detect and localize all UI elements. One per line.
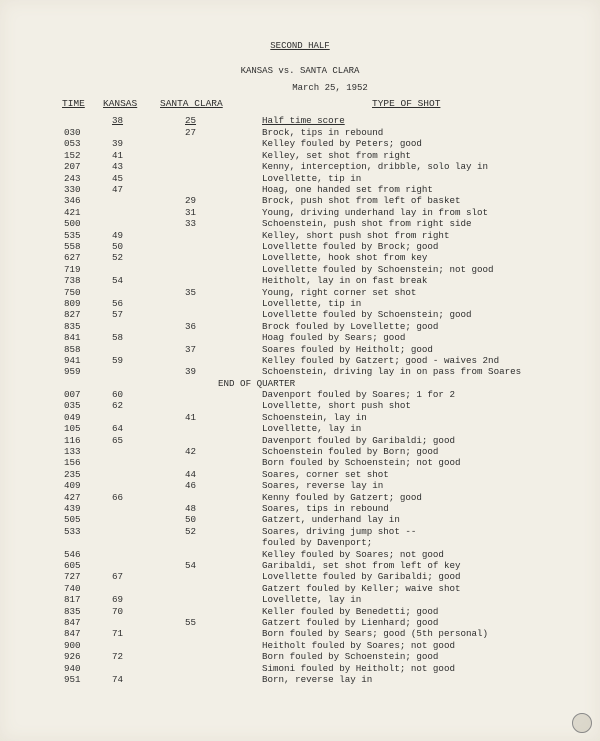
play-row — [0, 640, 600, 652]
play-time: 505 — [64, 514, 81, 526]
play-time: 719 — [64, 263, 81, 275]
play-time: 858 — [64, 343, 81, 355]
play-row — [0, 161, 600, 173]
play-description: Keller fouled by Benedetti; good — [262, 605, 439, 617]
play-row — [0, 457, 600, 469]
play-row — [0, 412, 600, 424]
play-time: 740 — [64, 582, 81, 594]
play-row — [0, 423, 600, 435]
play-time: 900 — [64, 639, 81, 651]
play-description: Lovellette, tip in — [262, 172, 362, 184]
play-row — [0, 275, 600, 287]
play-description: Young, driving underhand lay in from slot — [262, 206, 489, 218]
play-row — [0, 184, 600, 196]
play-time: 809 — [64, 298, 81, 309]
kansas-score: 71 — [112, 628, 124, 640]
play-row — [0, 469, 600, 481]
santa-clara-score: 50 — [185, 514, 197, 526]
play-time: 035 — [64, 400, 81, 412]
kansas-score: 65 — [112, 434, 124, 446]
santa-clara-score: 35 — [185, 286, 197, 298]
play-time: 558 — [64, 241, 81, 252]
play-time: 105 — [64, 423, 81, 435]
play-row — [0, 344, 600, 356]
play-row — [0, 150, 600, 162]
play-description: Heitholt fouled by Soares; not good — [262, 639, 455, 651]
kansas-score: 72 — [112, 651, 124, 663]
play-time: 330 — [64, 184, 81, 195]
santa-clara-score: 44 — [185, 468, 197, 480]
play-description: Soares, reverse lay in — [262, 480, 384, 492]
play-description: Davenport fouled by Garibaldi; good — [262, 434, 455, 446]
kansas-score: 58 — [112, 332, 124, 344]
play-time: 133 — [64, 446, 81, 457]
play-time: 926 — [64, 651, 81, 663]
play-time: 817 — [64, 594, 81, 606]
play-description: Schoenstein fouled by Born; good — [262, 446, 439, 457]
halftime-santa-clara-score: 25 — [185, 115, 197, 126]
play-description: Kelley, short push shot from right — [262, 229, 450, 241]
play-description: Lovellette, lay in — [262, 423, 362, 435]
play-description: Hoag, one handed set from right — [262, 184, 433, 195]
play-description: Gatzert fouled by Keller; waive shot — [262, 582, 461, 594]
column-header-type-of-shot: TYPE OF SHOT — [372, 98, 441, 109]
kansas-score: 64 — [112, 423, 124, 435]
play-description: Lovellette fouled by Schoenstein; good — [262, 309, 472, 321]
play-row — [0, 230, 600, 242]
play-time: 049 — [64, 411, 81, 423]
play-description: Kelley fouled by Gatzert; good - waives 2nd — [262, 355, 500, 366]
halftime-score-row — [0, 115, 600, 127]
play-time: 835 — [64, 605, 81, 617]
play-row — [0, 480, 600, 492]
play-time: 116 — [64, 434, 81, 446]
santa-clara-score: 46 — [185, 480, 197, 492]
play-row — [0, 264, 600, 276]
play-time: 941 — [64, 355, 81, 366]
play-time: 535 — [64, 229, 81, 241]
play-row — [0, 594, 600, 606]
play-row — [0, 526, 600, 538]
kansas-score: 49 — [112, 229, 124, 241]
play-row — [0, 628, 600, 640]
kansas-score: 50 — [112, 241, 124, 252]
santa-clara-score: 55 — [185, 617, 197, 628]
play-row — [0, 195, 600, 207]
play-row — [0, 492, 600, 504]
matchup-title: KANSAS vs. SANTA CLARA — [240, 66, 360, 76]
play-time: 156 — [64, 457, 81, 469]
halftime-kansas-score: 38 — [112, 115, 124, 126]
kansas-score: 45 — [112, 172, 124, 184]
play-description: Born fouled by Sears; good (5th personal) — [262, 628, 489, 640]
kansas-score: 59 — [112, 355, 124, 366]
play-time: 727 — [64, 571, 81, 583]
santa-clara-score: 29 — [185, 195, 197, 207]
halftime-label: Half time score — [262, 115, 345, 126]
play-row — [0, 651, 600, 663]
play-description: Lovellette fouled by Garibaldi; good — [262, 571, 461, 583]
play-description: Kelley, set shot from right — [262, 149, 411, 161]
santa-clara-score: 48 — [185, 503, 197, 514]
play-time: 346 — [64, 195, 81, 207]
kansas-score: 74 — [112, 674, 124, 685]
play-time: 030 — [64, 127, 81, 138]
santa-clara-score: 52 — [185, 525, 197, 537]
game-date: March 25, 1952 — [292, 83, 368, 93]
play-description: Young, right corner set shot — [262, 286, 417, 298]
column-header-santa-clara: SANTA CLARA — [160, 98, 223, 109]
play-row — [0, 583, 600, 595]
play-description: Davenport fouled by Soares; 1 for 2 — [262, 389, 455, 400]
play-time: 243 — [64, 172, 81, 184]
play-time: 738 — [64, 275, 81, 287]
play-description: Schoenstein, lay in — [262, 411, 367, 423]
play-description: Schoenstein, push shot from right side — [262, 218, 472, 230]
play-row — [0, 298, 600, 310]
play-time: 605 — [64, 560, 81, 571]
play-row — [0, 241, 600, 253]
play-description: fouled by Davenport; — [262, 537, 373, 549]
play-time: 500 — [64, 218, 81, 230]
play-row — [0, 606, 600, 618]
play-description: Brock, push shot from left of basket — [262, 195, 461, 207]
play-description: Hoag fouled by Sears; good — [262, 332, 406, 344]
kansas-score: 62 — [112, 400, 124, 412]
kansas-score: 39 — [112, 138, 124, 150]
play-row — [0, 571, 600, 583]
play-row — [0, 218, 600, 230]
play-row — [0, 435, 600, 447]
kansas-score: 60 — [112, 389, 124, 400]
play-description: Lovellette, hook shot from key — [262, 252, 428, 264]
play-time: 627 — [64, 252, 81, 264]
santa-clara-score: 27 — [185, 127, 197, 138]
play-row — [0, 138, 600, 150]
play-row — [0, 514, 600, 526]
play-description: Brock, tips in rebound — [262, 127, 384, 138]
play-time: 940 — [64, 662, 81, 674]
play-row — [0, 355, 600, 367]
column-header-time: TIME — [62, 98, 85, 109]
kansas-score: 57 — [112, 309, 124, 321]
play-row — [0, 503, 600, 515]
play-time: 750 — [64, 286, 81, 298]
play-row — [0, 537, 600, 549]
play-time: 427 — [64, 491, 81, 503]
santa-clara-score: 33 — [185, 218, 197, 230]
santa-clara-score: 37 — [185, 343, 197, 355]
play-row — [0, 617, 600, 629]
play-description: Heitholt, lay in on fast break — [262, 275, 428, 287]
play-row — [0, 366, 600, 378]
play-time: 827 — [64, 309, 81, 321]
play-row — [0, 446, 600, 458]
play-time: 841 — [64, 332, 81, 344]
play-row — [0, 560, 600, 572]
play-description: Lovellette fouled by Schoenstein; not good — [262, 263, 494, 275]
play-time: 546 — [64, 548, 81, 560]
play-time: 421 — [64, 206, 81, 218]
santa-clara-score: 41 — [185, 411, 197, 423]
play-row — [0, 287, 600, 299]
play-time: 847 — [64, 617, 81, 628]
play-description: Soares, tips in rebound — [262, 503, 389, 514]
play-description: Gatzert fouled by Lienhard; good — [262, 617, 439, 628]
play-time: 053 — [64, 138, 81, 150]
play-row — [0, 127, 600, 139]
play-time: 235 — [64, 468, 81, 480]
play-description: Kenny, interception, dribble, solo lay in — [262, 161, 489, 173]
play-row — [0, 252, 600, 264]
santa-clara-score: 36 — [185, 320, 197, 332]
play-time: 951 — [64, 674, 81, 685]
play-description: Born fouled by Schoenstein; not good — [262, 457, 461, 469]
play-description: Brock fouled by Lovellette; good — [262, 320, 439, 332]
play-description: Lovellette fouled by Brock; good — [262, 241, 439, 252]
play-row — [0, 332, 600, 344]
santa-clara-score: 54 — [185, 560, 197, 571]
play-description: Simoni fouled by Heitholt; not good — [262, 662, 455, 674]
play-description: Kelley fouled by Soares; not good — [262, 548, 444, 560]
play-time: 152 — [64, 149, 81, 161]
play-description: Soares, corner set shot — [262, 468, 389, 480]
play-time: 409 — [64, 480, 81, 492]
play-row — [0, 663, 600, 675]
play-description: Garibaldi, set shot from left of key — [262, 560, 461, 571]
kansas-score: 67 — [112, 571, 124, 583]
play-row — [0, 549, 600, 561]
play-row — [0, 321, 600, 333]
page-title: SECOND HALF — [270, 41, 330, 51]
play-description: Lovellette, lay in — [262, 594, 362, 606]
play-description: Lovellette, short push shot — [262, 400, 411, 412]
play-row — [0, 389, 600, 401]
play-row — [0, 309, 600, 321]
play-time: 835 — [64, 320, 81, 332]
play-time: 959 — [64, 366, 81, 378]
corner-hole-mark — [572, 713, 592, 733]
kansas-score: 54 — [112, 275, 124, 287]
kansas-score: 56 — [112, 298, 124, 309]
play-description: Soares, driving jump shot -- — [262, 525, 417, 537]
play-time: 007 — [64, 389, 81, 400]
column-header-kansas: KANSAS — [103, 98, 138, 109]
play-description: Born, reverse lay in — [262, 674, 373, 685]
play-time: 847 — [64, 628, 81, 640]
play-description: Kenny fouled by Gatzert; good — [262, 491, 422, 503]
play-row — [0, 173, 600, 185]
santa-clara-score: 42 — [185, 446, 197, 457]
play-time: 439 — [64, 503, 81, 514]
play-time: 533 — [64, 525, 81, 537]
kansas-score: 43 — [112, 161, 124, 173]
play-row — [0, 674, 600, 686]
play-description: Kelley fouled by Peters; good — [262, 138, 422, 150]
kansas-score: 52 — [112, 252, 124, 264]
play-description: Born fouled by Schoenstein; good — [262, 651, 439, 663]
play-row — [0, 400, 600, 412]
kansas-score: 70 — [112, 605, 124, 617]
santa-clara-score: 39 — [185, 366, 197, 378]
santa-clara-score: 31 — [185, 206, 197, 218]
play-description: Gatzert, underhand lay in — [262, 514, 400, 526]
kansas-score: 47 — [112, 184, 124, 195]
play-description: Soares fouled by Heitholt; good — [262, 343, 433, 355]
play-row — [0, 207, 600, 219]
kansas-score: 66 — [112, 491, 124, 503]
kansas-score: 41 — [112, 149, 124, 161]
play-description: Schoenstein, driving lay in on pass from Soares — [262, 366, 522, 378]
end-of-quarter-label: END OF QUARTER — [218, 378, 296, 389]
kansas-score: 69 — [112, 594, 124, 606]
play-description: Lovellette, tip in — [262, 298, 362, 309]
play-time: 207 — [64, 161, 81, 173]
